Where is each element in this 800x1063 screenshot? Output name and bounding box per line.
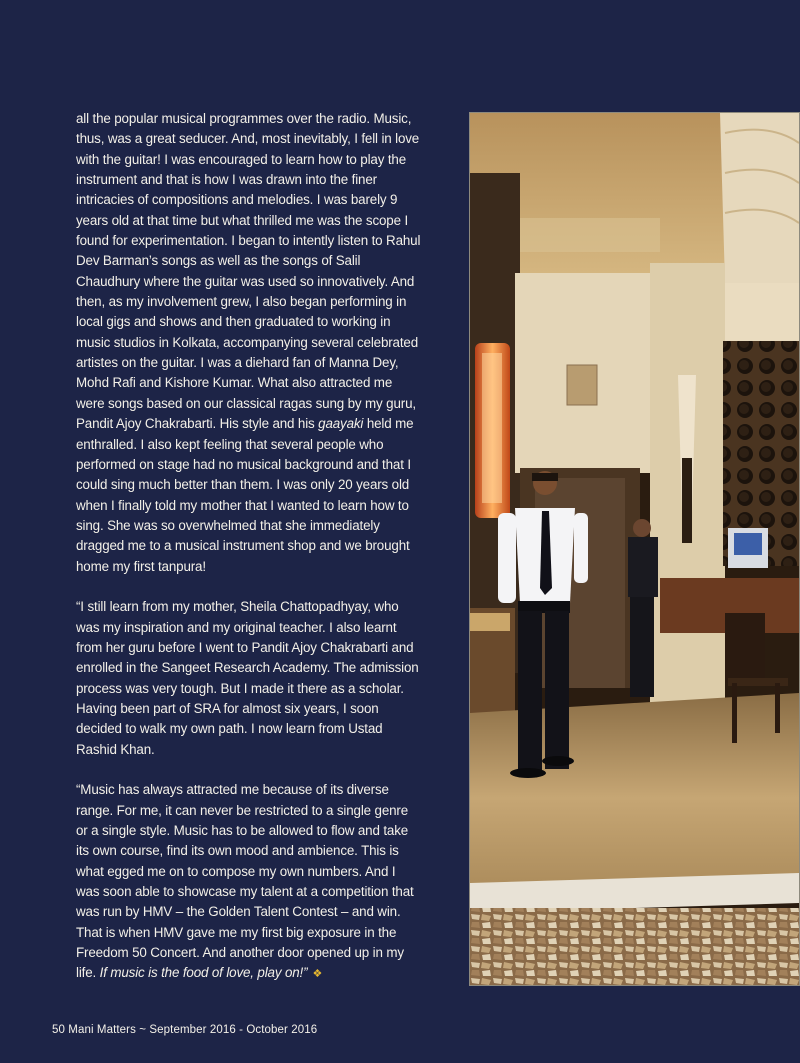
italic-text: gaayaki	[318, 416, 364, 432]
article-body	[76, 109, 421, 1005]
paragraph-text: “I still learn from my mother, Sheila Chattopadhyay, who was my inspiration and my original teacher. I also learnt from her guru before I went to Pandit Ajoy Chakrabarti and enrolled in the Sangeet Research Academy. The admission process was very tough. But I made it there as a scholar. Having been part of SRA for almost six years, I soon decided to walk my own path. I now learn from Ustad Rashid Khan.	[76, 599, 419, 757]
article-paragraph	[76, 780, 421, 984]
paragraph-text: held me enthralled. I also kept feeling that several people who performed on stage had no musical background and that I could sing much better than them. I was only 20 years old when I finally told my mother that I wanted to learn how to sing. She was so overwhelmed that she immediately dragged me to a musical instrument shop and we brought home my first tanpura!	[76, 416, 414, 574]
publication-name: Mani Matters	[68, 1024, 136, 1036]
italic-text: If music is the food of love, play on!”	[99, 965, 308, 981]
restaurant-photo	[469, 112, 800, 986]
issue-dates: September 2016 - October 2016	[149, 1024, 318, 1036]
page-number: 50	[52, 1024, 65, 1036]
paragraph-text: “Music has always attracted me because of its diverse range. For me, it can never be restricted to a single genre or a single style. Music has to be allowed to flow and take its own course, find its own mood and ambience. This is what egged me on to compose my own numbers. And I was soon able to showcase my talent at a competition that was run by HMV – the Golden Talent Contest – and win. That is when HMV gave me my first big exposure in the Freedom 50 Concert. And another door opened up in my life.	[76, 782, 414, 981]
article-paragraph	[76, 597, 421, 760]
page-footer	[52, 1024, 317, 1036]
paragraph-text: all the popular musical programmes over the radio. Music, thus, was a great seducer. And, most inevitably, I fell in love with the guitar! I was encouraged to learn how to play the instrument and that is how I was drawn into the finer intricacies of compositions and melodies. I was barely 9 years old at that time but what thrilled me was the scope I found for experimentation. I began to intently listen to Rahul Dev Barman’s songs as well as the songs of Salil Chaudhury where the guitar was used so innovatively. And then, as my involvement grew, I also began performing in local gigs and shows and then graduated to working in music studios in Kolkata, accompanying several celebrated artistes on the guitar. I was a diehard fan of Manna Dey, Mohd Rafi and Kishore Kumar. What also attracted me were songs based on our classical ragas sung by my guru, Pandit Ajoy Chakrabarti. His style and his	[76, 111, 421, 432]
footer-separator: ~	[139, 1024, 147, 1036]
article-paragraph	[76, 109, 421, 577]
end-mark-icon: ❖	[312, 968, 323, 981]
